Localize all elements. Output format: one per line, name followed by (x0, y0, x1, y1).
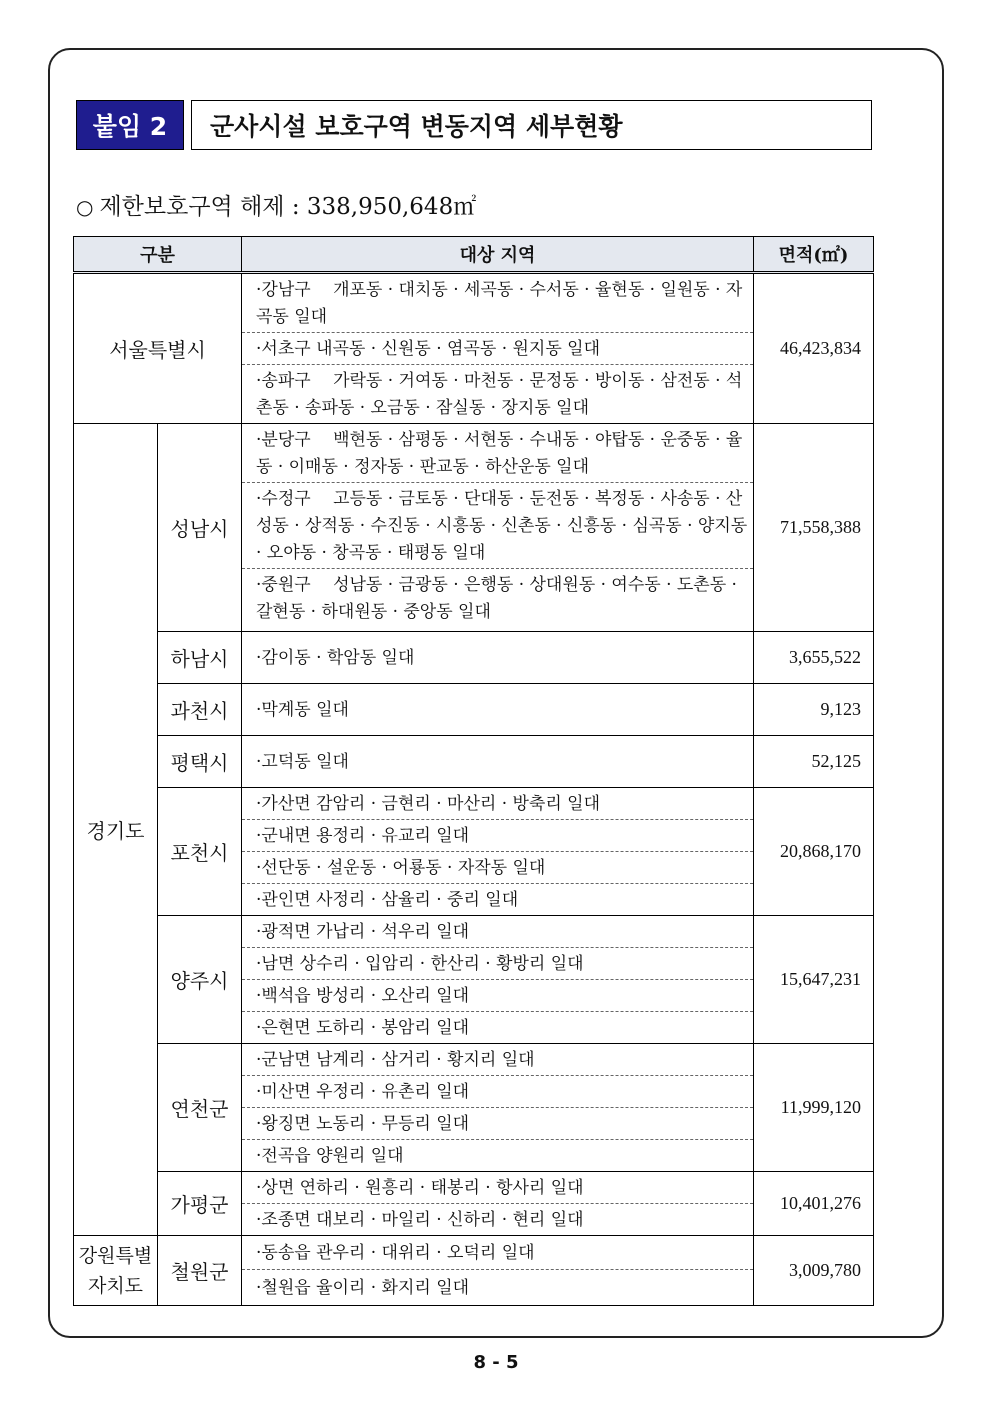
list-item: ·상면 연하리 · 원흥리 · 태봉리 · 항사리 일대 (242, 1172, 753, 1204)
list-item: ·막계동 일대 (256, 700, 349, 720)
list-item: ·왕징면 노동리 · 무등리 일대 (242, 1108, 753, 1140)
city-name: 연천군 (158, 1044, 242, 1172)
table-row (74, 788, 874, 916)
list-item: ·강남구 개포동 · 대치동 · 세곡동 · 수서동 · 율현동 · 일원동 · 자곡동 일대 (242, 274, 753, 333)
list-item: ·서초구 내곡동 · 신원동 · 염곡동 · 원지동 일대 (242, 333, 753, 365)
list-item: ·군남면 남계리 · 삼거리 · 황지리 일대 (242, 1044, 753, 1076)
list-item: ·관인면 사정리 · 삼율리 · 중리 일대 (256, 890, 519, 910)
city-name: 평택시 (158, 736, 242, 788)
city-name: 가평군 (158, 1172, 242, 1236)
area-value: 3,655,522 (754, 632, 874, 684)
city-entries (242, 788, 754, 916)
city-entries (242, 424, 754, 632)
page-number: 8 - 5 (473, 1352, 519, 1373)
city-entries (242, 736, 754, 788)
list-item: ·수정구 고등동 · 금토동 · 단대동 · 둔전동 · 복정동 · 사송동 · 산성동 · 상적동 · 수진동 · 시흥동 · 신촌동 · 신흥동 · 심곡동 · 양지동 · 오야동 · 창곡동 · 태평동 일대 (242, 483, 753, 569)
region-gangwon-line1: 강원특별 (78, 1244, 153, 1267)
region-gangwon-line2: 자치도 (87, 1274, 144, 1297)
list-item: ·은현면 도하리 · 봉암리 일대 (256, 1018, 470, 1038)
city-name: 양주시 (158, 916, 242, 1044)
header-category: 구분 (74, 237, 242, 273)
seoul-entries (242, 273, 754, 424)
list-item: ·남면 상수리 · 입암리 · 한산리 · 황방리 일대 (242, 948, 753, 980)
list-item: ·감이동 · 학암동 일대 (256, 648, 415, 668)
region-seoul: 서울특별시 (74, 273, 242, 424)
region-gyeonggi: 경기도 (74, 424, 158, 1236)
area-value: 52,125 (754, 736, 874, 788)
list-item: ·분당구 백현동 · 삼평동 · 서현동 · 수내동 · 야탑동 · 운중동 · 율동 · 이매동 · 정자동 · 판교동 · 하산운동 일대 (242, 424, 753, 483)
city-name: 성남시 (158, 424, 242, 632)
area-value: 9,123 (754, 684, 874, 736)
table-header-row (74, 237, 874, 273)
list-item: ·동송읍 관우리 · 대위리 · 오덕리 일대 (242, 1236, 753, 1270)
section-heading (76, 188, 476, 221)
list-item: ·가산면 감암리 · 금현리 · 마산리 · 방축리 일대 (242, 788, 753, 820)
table-row (74, 1172, 874, 1236)
city-entries (242, 1172, 754, 1236)
area-value: 10,401,276 (754, 1172, 874, 1236)
list-item: ·철원읍 율이리 · 화지리 일대 (256, 1278, 470, 1298)
table-row (74, 916, 874, 1044)
area-value: 46,423,834 (754, 273, 874, 424)
header-size: 면적(㎡) (754, 237, 874, 273)
table-row (74, 736, 874, 788)
city-name: 하남시 (158, 632, 242, 684)
section-heading-text: 제한보호구역 해제 : 338,950,648㎡ (99, 194, 477, 220)
table-row (74, 684, 874, 736)
list-item: ·군내면 용정리 · 유교리 일대 (242, 820, 753, 852)
city-name: 철원군 (158, 1236, 242, 1306)
list-item: ·선단동 · 설운동 · 어룡동 · 자작동 일대 (242, 852, 753, 884)
area-value: 11,999,120 (754, 1044, 874, 1172)
table-row (74, 424, 874, 632)
city-name: 포천시 (158, 788, 242, 916)
circle-bullet-icon: ○ (76, 195, 94, 219)
city-entries (242, 684, 754, 736)
list-item: ·송파구 가락동 · 거여동 · 마천동 · 문정동 · 방이동 · 삼전동 · 석촌동 · 송파동 · 오금동 · 잠실동 · 장지동 일대 (256, 371, 743, 418)
area-value: 20,868,170 (754, 788, 874, 916)
list-item: ·미산면 우정리 · 유촌리 일대 (242, 1076, 753, 1108)
page-title: 군사시설 보호구역 변동지역 세부현황 (191, 100, 872, 150)
city-name: 과천시 (158, 684, 242, 736)
list-item: ·고덕동 일대 (256, 752, 349, 772)
city-entries (242, 1236, 754, 1306)
area-value: 15,647,231 (754, 916, 874, 1044)
list-item: ·백석읍 방성리 · 오산리 일대 (242, 980, 753, 1012)
area-value: 3,009,780 (754, 1236, 874, 1306)
list-item: ·조종면 대보리 · 마일리 · 신하리 · 현리 일대 (256, 1210, 584, 1230)
table-row (74, 1044, 874, 1172)
list-item: ·전곡읍 양원리 일대 (256, 1146, 404, 1166)
attachment-badge: 붙임 2 (76, 100, 184, 150)
area-value: 71,558,388 (754, 424, 874, 632)
header-target-area: 대상 지역 (242, 237, 754, 273)
table-row-seoul (74, 273, 874, 424)
city-entries (242, 916, 754, 1044)
city-entries (242, 632, 754, 684)
region-table (73, 236, 874, 1306)
region-gangwon (74, 1236, 158, 1306)
table-row-gangwon (74, 1236, 874, 1306)
city-entries (242, 1044, 754, 1172)
list-item: ·중원구 성남동 · 금광동 · 은행동 · 상대원동 · 여수동 · 도촌동 · 갈현동 · 하대원동 · 중앙동 일대 (256, 575, 737, 622)
table-row (74, 632, 874, 684)
list-item: ·광적면 가납리 · 석우리 일대 (242, 916, 753, 948)
